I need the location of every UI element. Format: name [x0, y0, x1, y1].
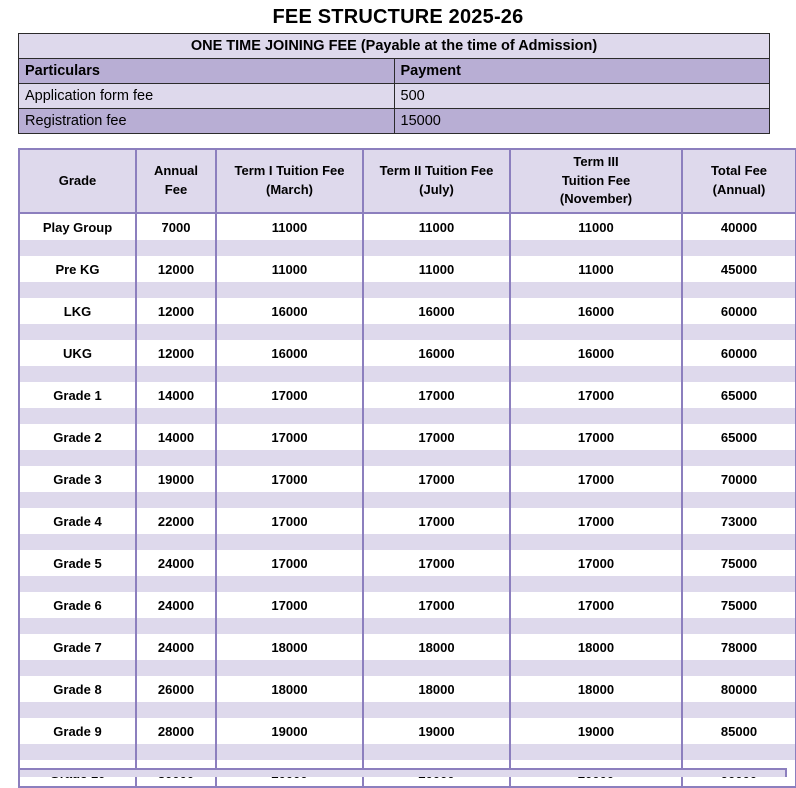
table-row — [19, 84, 770, 109]
column-header-term2-line-2: (July) — [419, 182, 454, 197]
cell-term3-fee: 17000 — [510, 508, 682, 534]
page-title: FEE STRUCTURE 2025-26 — [272, 6, 524, 28]
fee-structure-section — [18, 148, 787, 788]
cell-total-fee: 45000 — [682, 256, 796, 282]
spacer-cell — [19, 240, 136, 256]
cell-grade: Grade 6 — [19, 592, 136, 618]
cell-grade: Play Group — [19, 213, 136, 240]
spacer-cell — [682, 450, 796, 466]
cell-term1-fee: 17000 — [216, 424, 363, 450]
column-header-term3-line-1: Term III — [573, 153, 619, 169]
joining-fee-column-row — [19, 59, 770, 84]
cell-grade: Grade 5 — [19, 550, 136, 576]
spacer-cell — [136, 450, 216, 466]
cell-annual-fee: 14000 — [136, 382, 216, 408]
spacer-cell — [363, 618, 510, 634]
spacer-cell — [19, 618, 136, 634]
cell-total-fee: 40000 — [682, 213, 796, 240]
joining-fee-body — [19, 34, 770, 134]
spacer-cell — [682, 492, 796, 508]
table-row — [19, 550, 796, 576]
spacer-cell — [682, 366, 796, 382]
spacer-cell — [510, 240, 682, 256]
spacer-cell — [216, 744, 363, 760]
cell-grade: LKG — [19, 298, 136, 324]
cell-term2-fee: 17000 — [363, 382, 510, 408]
cell-grade: Grade 1 — [19, 382, 136, 408]
table-row-spacer — [19, 576, 796, 592]
spacer-cell — [363, 324, 510, 340]
cell-annual-fee: 19000 — [136, 466, 216, 492]
spacer-cell — [363, 744, 510, 760]
cell-total-fee: 65000 — [682, 382, 796, 408]
spacer-cell — [216, 324, 363, 340]
cell-term2-fee: 18000 — [363, 634, 510, 660]
cell-term2-fee: 17000 — [363, 550, 510, 576]
spacer-cell — [216, 618, 363, 634]
spacer-cell — [216, 240, 363, 256]
column-header-term3-line-2: Tuition Fee — [561, 172, 631, 188]
table-row-spacer — [19, 366, 796, 382]
spacer-cell — [136, 366, 216, 382]
spacer-cell — [363, 408, 510, 424]
cell-total-fee: 80000 — [682, 676, 796, 702]
table-row — [19, 256, 796, 282]
spacer-cell — [682, 282, 796, 298]
cell-grade: Grade 2 — [19, 424, 136, 450]
cell-total-fee: 73000 — [682, 508, 796, 534]
cell-total-fee: 85000 — [682, 718, 796, 744]
table-row-spacer — [19, 324, 796, 340]
table-row — [19, 508, 796, 534]
spacer-cell — [136, 282, 216, 298]
column-header-particulars: Particulars — [19, 59, 395, 84]
spacer-cell — [510, 618, 682, 634]
cell-total-fee: 75000 — [682, 550, 796, 576]
registration-fee-label: Registration fee — [19, 109, 395, 134]
spacer-cell — [19, 492, 136, 508]
joining-fee-header: ONE TIME JOINING FEE (Payable at the time of Admission) — [19, 34, 770, 59]
spacer-cell — [19, 534, 136, 550]
cell-total-fee: 60000 — [682, 298, 796, 324]
spacer-cell — [363, 240, 510, 256]
table-row-spacer — [19, 450, 796, 466]
application-form-fee-amount: 500 — [394, 84, 770, 109]
cell-term1-fee: 17000 — [216, 592, 363, 618]
column-header-payment: Payment — [394, 59, 770, 84]
cell-annual-fee: 28000 — [136, 718, 216, 744]
spacer-cell — [510, 492, 682, 508]
table-row-spacer — [19, 240, 796, 256]
spacer-cell — [136, 702, 216, 718]
spacer-cell — [19, 576, 136, 592]
table-row — [19, 718, 796, 744]
column-header-total-line-1: Total Fee — [710, 163, 768, 179]
spacer-cell — [682, 534, 796, 550]
spacer-cell — [510, 450, 682, 466]
table-row-spacer — [19, 660, 796, 676]
cell-grade: Grade 9 — [19, 718, 136, 744]
cell-total-fee: 75000 — [682, 592, 796, 618]
table-row-spacer — [19, 534, 796, 550]
registration-fee-amount: 15000 — [394, 109, 770, 134]
joining-fee-table — [18, 33, 770, 134]
spacer-cell — [19, 702, 136, 718]
spacer-cell — [363, 660, 510, 676]
spacer-cell — [682, 576, 796, 592]
spacer-cell — [136, 534, 216, 550]
column-header-grade-line-1: Grade — [58, 172, 97, 188]
cell-grade: Grade 8 — [19, 676, 136, 702]
joining-fee-header-row — [19, 34, 770, 59]
next-table-top-border — [18, 768, 787, 777]
cell-term3-fee: 17000 — [510, 382, 682, 408]
spacer-cell — [216, 702, 363, 718]
cell-term3-fee: 11000 — [510, 213, 682, 240]
cell-term1-fee: 11000 — [216, 213, 363, 240]
cell-term2-fee: 17000 — [363, 424, 510, 450]
table-row — [19, 676, 796, 702]
spacer-cell — [216, 450, 363, 466]
column-header-annual-fee — [136, 149, 216, 213]
spacer-cell — [216, 660, 363, 676]
cell-annual-fee: 12000 — [136, 256, 216, 282]
cell-annual-fee: 22000 — [136, 508, 216, 534]
spacer-cell — [136, 576, 216, 592]
cell-annual-fee: 24000 — [136, 634, 216, 660]
cell-annual-fee: 26000 — [136, 676, 216, 702]
cell-annual-fee: 12000 — [136, 340, 216, 366]
spacer-cell — [216, 576, 363, 592]
spacer-cell — [510, 366, 682, 382]
cell-term3-fee: 11000 — [510, 256, 682, 282]
cell-term1-fee: 16000 — [216, 340, 363, 366]
column-header-term1 — [216, 149, 363, 213]
table-row — [19, 382, 796, 408]
spacer-cell — [510, 534, 682, 550]
spacer-cell — [682, 702, 796, 718]
fee-table-header-row — [19, 149, 796, 213]
cell-annual-fee: 24000 — [136, 592, 216, 618]
spacer-cell — [19, 744, 136, 760]
cell-annual-fee: 12000 — [136, 298, 216, 324]
spacer-cell — [216, 534, 363, 550]
table-row — [19, 109, 770, 134]
cell-term3-fee: 18000 — [510, 676, 682, 702]
cell-annual-fee: 24000 — [136, 550, 216, 576]
spacer-cell — [19, 282, 136, 298]
spacer-cell — [363, 534, 510, 550]
spacer-cell — [682, 324, 796, 340]
spacer-cell — [682, 240, 796, 256]
table-row — [19, 213, 796, 240]
cell-annual-fee: 7000 — [136, 213, 216, 240]
spacer-cell — [510, 576, 682, 592]
cell-grade: Grade 3 — [19, 466, 136, 492]
cell-term3-fee: 19000 — [510, 718, 682, 744]
table-row-spacer — [19, 408, 796, 424]
column-header-annual-line-2: Fee — [164, 182, 188, 197]
cell-term2-fee: 19000 — [363, 718, 510, 744]
application-form-fee-label: Application form fee — [19, 84, 395, 109]
spacer-cell — [136, 492, 216, 508]
cell-term3-fee: 17000 — [510, 466, 682, 492]
table-row-spacer — [19, 492, 796, 508]
spacer-cell — [363, 282, 510, 298]
cell-term1-fee: 18000 — [216, 676, 363, 702]
cell-term2-fee: 11000 — [363, 256, 510, 282]
cell-term3-fee: 16000 — [510, 340, 682, 366]
spacer-cell — [363, 366, 510, 382]
column-header-term1-line-2: (March) — [266, 182, 313, 197]
spacer-cell — [216, 282, 363, 298]
spacer-cell — [19, 366, 136, 382]
cell-grade: Pre KG — [19, 256, 136, 282]
spacer-cell — [510, 744, 682, 760]
spacer-cell — [510, 324, 682, 340]
column-header-term3-line-3: (November) — [559, 191, 633, 207]
column-header-term1-line-1: Term I Tuition Fee — [234, 163, 345, 179]
spacer-cell — [136, 324, 216, 340]
cell-grade: Grade 4 — [19, 508, 136, 534]
column-header-term2 — [363, 149, 510, 213]
joining-fee-section — [18, 33, 770, 134]
cell-term3-fee: 17000 — [510, 592, 682, 618]
cell-term2-fee: 17000 — [363, 508, 510, 534]
cell-term3-fee: 17000 — [510, 550, 682, 576]
spacer-cell — [510, 660, 682, 676]
column-header-term3 — [510, 149, 682, 213]
cell-term1-fee: 17000 — [216, 382, 363, 408]
cell-total-fee: 65000 — [682, 424, 796, 450]
cell-total-fee: 78000 — [682, 634, 796, 660]
fee-table-body — [19, 213, 796, 787]
fee-table-header — [19, 149, 796, 213]
cell-term3-fee: 17000 — [510, 424, 682, 450]
spacer-cell — [682, 744, 796, 760]
cell-term2-fee: 16000 — [363, 340, 510, 366]
table-row — [19, 424, 796, 450]
cell-term3-fee: 16000 — [510, 298, 682, 324]
spacer-cell — [682, 618, 796, 634]
cell-grade: Grade 7 — [19, 634, 136, 660]
spacer-cell — [136, 660, 216, 676]
cell-term2-fee: 17000 — [363, 592, 510, 618]
table-row-spacer — [19, 282, 796, 298]
table-row-spacer — [19, 618, 796, 634]
table-row — [19, 466, 796, 492]
cell-term2-fee: 16000 — [363, 298, 510, 324]
column-header-grade — [19, 149, 136, 213]
cell-grade: UKG — [19, 340, 136, 366]
spacer-cell — [19, 324, 136, 340]
cell-term1-fee: 19000 — [216, 718, 363, 744]
spacer-cell — [216, 366, 363, 382]
spacer-cell — [136, 240, 216, 256]
fee-structure-table — [18, 148, 796, 788]
cell-term1-fee: 16000 — [216, 298, 363, 324]
spacer-cell — [363, 576, 510, 592]
cell-annual-fee: 14000 — [136, 424, 216, 450]
spacer-cell — [216, 492, 363, 508]
cell-term2-fee: 17000 — [363, 466, 510, 492]
table-row-spacer — [19, 702, 796, 718]
cell-term3-fee: 18000 — [510, 634, 682, 660]
spacer-cell — [510, 702, 682, 718]
table-row — [19, 634, 796, 660]
cell-term1-fee: 17000 — [216, 550, 363, 576]
spacer-cell — [510, 282, 682, 298]
spacer-cell — [510, 408, 682, 424]
spacer-cell — [363, 702, 510, 718]
spacer-cell — [136, 744, 216, 760]
cell-total-fee: 60000 — [682, 340, 796, 366]
cell-term2-fee: 11000 — [363, 213, 510, 240]
cell-term1-fee: 18000 — [216, 634, 363, 660]
spacer-cell — [19, 660, 136, 676]
spacer-cell — [216, 408, 363, 424]
spacer-cell — [363, 450, 510, 466]
column-header-total-fee — [682, 149, 796, 213]
spacer-cell — [682, 660, 796, 676]
spacer-cell — [363, 492, 510, 508]
cell-term1-fee: 17000 — [216, 466, 363, 492]
column-header-total-line-2: (Annual) — [712, 182, 766, 197]
table-row — [19, 298, 796, 324]
spacer-cell — [19, 450, 136, 466]
spacer-cell — [136, 618, 216, 634]
column-header-annual-line-1: Annual — [153, 163, 199, 179]
spacer-cell — [19, 408, 136, 424]
spacer-cell — [136, 408, 216, 424]
cell-total-fee: 70000 — [682, 466, 796, 492]
cell-term1-fee: 11000 — [216, 256, 363, 282]
table-row — [19, 592, 796, 618]
table-row — [19, 340, 796, 366]
table-row-spacer — [19, 744, 796, 760]
cell-term1-fee: 17000 — [216, 508, 363, 534]
cell-term2-fee: 18000 — [363, 676, 510, 702]
spacer-cell — [682, 408, 796, 424]
column-header-term2-line-1: Term II Tuition Fee — [379, 163, 494, 179]
